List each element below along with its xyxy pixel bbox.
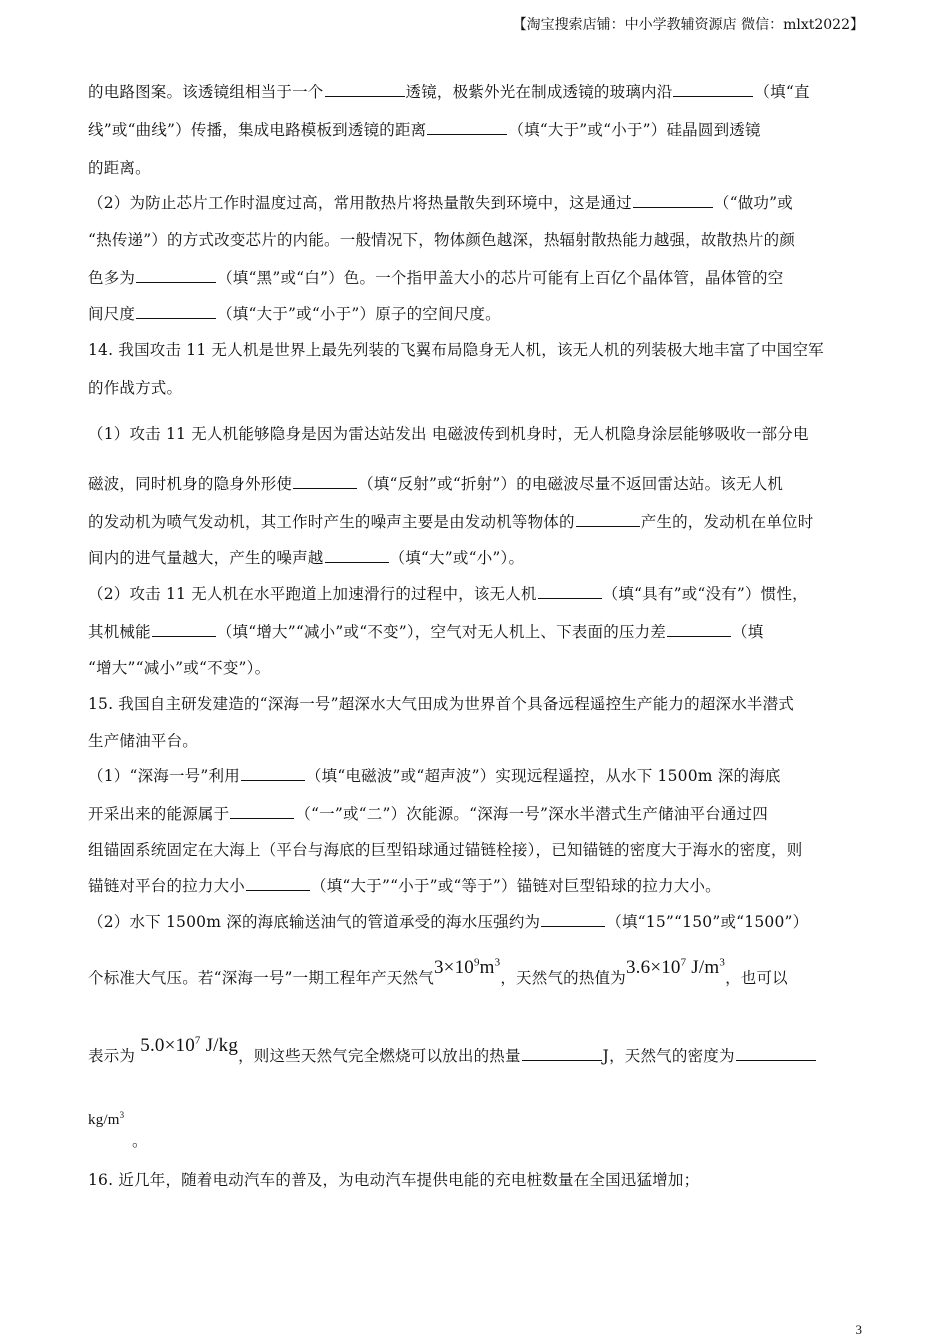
- text-line: （2）水下 1500m 深的海底输送油气的管道承受的海水压强约为 （填“15”“150”或“1500”）: [88, 913, 809, 931]
- answer-blank[interactable]: [522, 1059, 602, 1061]
- text-line: 的发动机为喷气发动机，其工作时产生的噪声主要是由发动机等物体的 产生的，发动机在单位时: [88, 513, 814, 531]
- text-line: 其机械能 （填“增大”“减小”或“不变”），空气对无人机上、下表面的压力差 （填: [88, 623, 764, 641]
- text-line: 色多为 （填“黑”或“白”）色。一个指甲盖大小的芯片可能有上百亿个晶体管，晶体管的空: [88, 269, 784, 287]
- answer-blank[interactable]: [246, 889, 310, 891]
- answer-blank[interactable]: [736, 1059, 816, 1061]
- text-line: 生产储油平台。: [88, 732, 198, 750]
- answer-blank[interactable]: [576, 525, 640, 527]
- answer-blank[interactable]: [136, 317, 216, 319]
- text-line: “热传递”）的方式改变芯片的内能。一般情况下，物体颜色越深，热辐射散热能力越强，故散热片的颜: [88, 231, 796, 249]
- question-15-stem: 15. 我国自主研发建造的“深海一号”超深水大气田成为世界首个具备远程遥控生产能力的超深水半潜式: [88, 695, 795, 713]
- text-line: 的电路图案。该透镜组相当于一个 透镜，极紫外光在制成透镜的玻璃内沿 （填“直: [88, 83, 810, 101]
- text-line: 线”或“曲线”）传播，集成电路模板到透镜的距离 （填“大于”或“小于”）硅晶圆到透镜: [88, 121, 761, 139]
- formula-gas-volume: $3\times 10^9m^3$: [433, 956, 501, 978]
- answer-blank[interactable]: [325, 95, 405, 97]
- answer-blank[interactable]: [673, 95, 753, 97]
- density-unit: $kg/m^3$: [88, 1110, 125, 1128]
- answer-blank[interactable]: [230, 817, 294, 819]
- answer-blank[interactable]: [325, 561, 389, 563]
- question-16-stem: 16. 近几年，随着电动汽车的普及，为电动汽车提供电能的充电桩数量在全国迅猛增加；: [88, 1171, 700, 1189]
- text-line: 组锚固系统固定在大海上（平台与海底的巨型铅球通过锚链栓接），已知锚链的密度大于海水的密度，则: [88, 841, 803, 859]
- text-line: 磁波，同时机身的隐身外形使 （填“反射”或“折射”）的电磁波尽量不返回雷达站。该无人机: [88, 475, 784, 493]
- answer-blank[interactable]: [293, 487, 357, 489]
- answer-blank[interactable]: [427, 133, 507, 135]
- text-line: 锚链对平台的拉力大小 （填“大于”“小于”或“等于”）锚链对巨型铅球的拉力大小。: [88, 877, 721, 895]
- text-line: （2）为防止芯片工作时温度过高，常用散热片将热量散失到环境中，这是通过 （“做功”或: [88, 194, 793, 212]
- answer-blank[interactable]: [633, 206, 713, 208]
- text-line: “增大”“减小”或“不变”）。: [88, 659, 271, 677]
- text-line: （2）攻击 11 无人机在水平跑道上加速滑行的过程中，该无人机 （填“具有”或“没有”）惯性，: [88, 585, 808, 603]
- text-line: 间内的进气量越大，产生的噪声越 （填“大”或“小”）。: [88, 549, 525, 567]
- text-line: $kg/m^3$ 。: [88, 1110, 148, 1150]
- text-line: 表示为 $5.0\times 10^7$ J/kg，则这些天然气完全燃烧可以放出的热量 J，天然气的密度为: [88, 1044, 817, 1067]
- text-line: 的作战方式。: [88, 379, 183, 397]
- answer-blank[interactable]: [541, 925, 605, 927]
- text-line: 间尺度 （填“大于”或“小于”）原子的空间尺度。: [88, 305, 501, 323]
- text-line: 个标准大气压。若“深海一号”一期工程年产天然气$3\times 10^9m^3$，天然气的热值为$3.6\times 10^7$ $J/m^3$，也可以: [88, 956, 788, 987]
- formula-heat-value-mass: $5.0\times 10^7$ J/kg: [140, 1034, 239, 1056]
- text-line: （1）攻击 11 无人机能够隐身是因为雷达站发出 电磁波传到机身时，无人机隐身涂层能够吸收一部分电: [88, 425, 809, 443]
- answer-blank[interactable]: [152, 635, 216, 637]
- answer-blank[interactable]: [241, 779, 305, 781]
- answer-blank[interactable]: [136, 281, 216, 283]
- text-line: 的距离。: [88, 159, 151, 177]
- formula-heat-value: $3.6\times 10^7$ $J/m^3$: [625, 956, 726, 978]
- text-line: 开采出来的能源属于 （“一”或“二”）次能源。“深海一号”深水半潜式生产储油平台通过四: [88, 805, 768, 823]
- answer-blank[interactable]: [538, 597, 602, 599]
- answer-blank[interactable]: [667, 635, 731, 637]
- text-line: （1）“深海一号”利用 （填“电磁波”或“超声波”）实现远程遥控，从水下 1500m 深的海底: [88, 767, 781, 785]
- page-header: 【淘宝搜索店铺：中小学教辅资源店 微信：mlxt2022】: [512, 17, 864, 33]
- question-14-stem: 14. 我国攻击 11 无人机是世界上最先列装的飞翼布局隐身无人机，该无人机的列装极大地丰富了中国空军: [88, 341, 824, 359]
- page-number: 3: [855, 1322, 862, 1337]
